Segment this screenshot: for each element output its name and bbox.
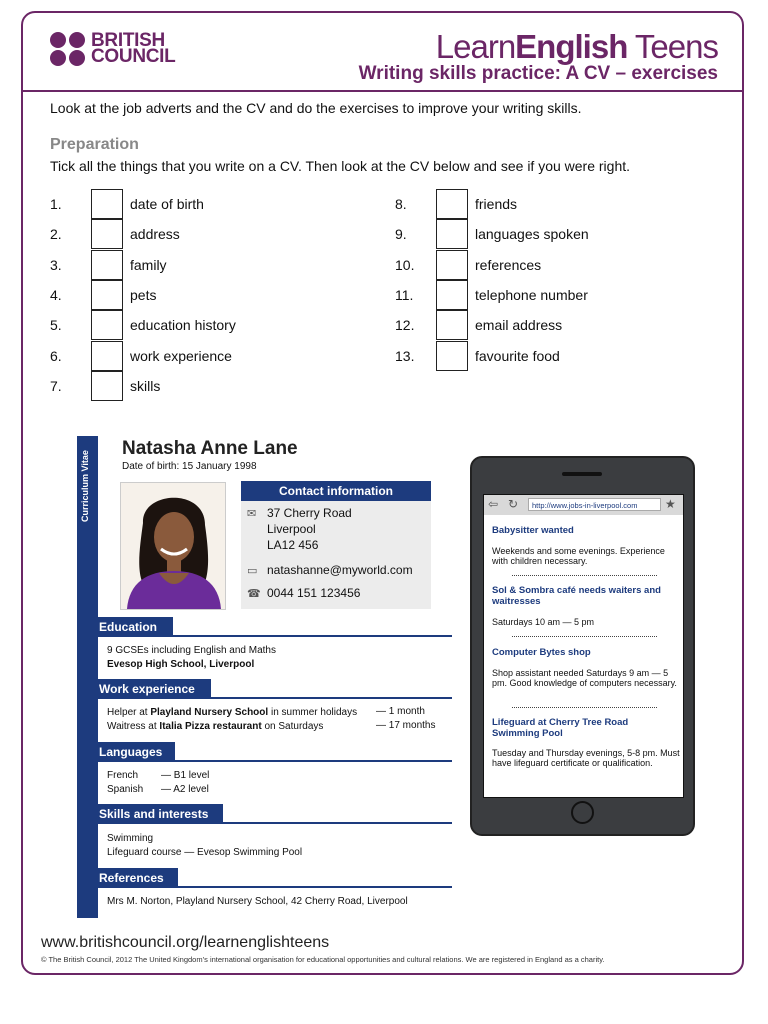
tick-item-number: 6. <box>50 347 62 364</box>
tick-item-number: 9. <box>395 226 407 243</box>
preparation-instruction: Tick all the things that you write on a CV. Then look at the CV below and see if you were right. <box>50 158 631 174</box>
skill-2: Lifeguard course — Evesop Swimming Pool <box>107 847 303 858</box>
header-divider <box>23 90 742 92</box>
tick-checkbox[interactable] <box>91 219 123 249</box>
tick-item-number: 2. <box>50 226 62 243</box>
tick-item-number: 7. <box>50 377 62 394</box>
references-rule <box>98 886 452 888</box>
worksheet-title: Writing skills practice: A CV – exercises <box>358 63 718 84</box>
work2-duration: — 17 months <box>376 720 436 731</box>
job-ad-description: Shop assistant needed Saturdays 9 am — 5 pm. Good knowledge of computers necessary. <box>492 668 677 688</box>
job-ad-description: Tuesday and Thursday evenings, 5-8 pm. Must have lifeguard certificate or qualification. <box>492 748 680 768</box>
contact-heading: Contact information <box>241 481 431 501</box>
tick-item <box>50 280 290 311</box>
tick-item <box>395 250 635 281</box>
preparation-heading: Preparation <box>50 136 139 153</box>
tick-item-label: languages spoken <box>475 226 589 243</box>
address-line-2: Liverpool <box>267 522 316 536</box>
brand-teens: Teens <box>627 28 718 65</box>
references-heading: References <box>98 868 178 888</box>
tick-item-number: 3. <box>50 256 62 273</box>
tick-item-label: references <box>475 256 542 273</box>
tick-checkbox[interactable] <box>91 341 123 371</box>
cv-side-label: Curriculum Vitae <box>80 450 90 522</box>
tick-item-number: 4. <box>50 286 62 303</box>
tick-checkbox[interactable] <box>436 219 468 249</box>
phone-number: 0044 151 123456 <box>267 586 361 600</box>
tick-item-label: address <box>130 226 180 243</box>
tick-item <box>50 219 290 250</box>
tick-item <box>50 310 290 341</box>
browser-url-bar[interactable]: http://www.jobs-in-liverpool.com <box>528 498 661 511</box>
language-2: Spanish <box>107 784 144 795</box>
smartphone <box>470 456 695 836</box>
brand-english: English <box>515 28 628 65</box>
languages-heading: Languages <box>98 742 175 762</box>
address-line-1: 37 Cherry Road <box>267 506 352 520</box>
job-ad-title[interactable]: Computer Bytes shop <box>492 647 591 658</box>
footer-url[interactable]: www.britishcouncil.org/learnenglishteens <box>41 934 330 951</box>
language-2-level: — A2 level <box>161 784 209 795</box>
work1-suffix: in summer holidays <box>268 707 358 718</box>
tick-checkbox[interactable] <box>91 189 123 219</box>
logo-line-1: BRITISH <box>91 30 165 51</box>
cv-document <box>77 436 452 918</box>
work-rule <box>98 697 452 699</box>
ad-separator <box>512 575 657 576</box>
skills-rule <box>98 822 452 824</box>
skills-heading: Skills and interests <box>98 804 223 824</box>
tick-item <box>50 250 290 281</box>
tick-item <box>50 341 290 372</box>
footer-copyright: © The British Council, 2012 The United Kingdom’s international organisation for educational opportunities and cultural relations. We are registered in England as a charity. <box>41 955 605 964</box>
tick-item-number: 10. <box>395 256 415 273</box>
ad-separator <box>512 707 657 708</box>
work2-prefix: Waitress at <box>107 721 160 732</box>
logo-line-2: COUNCIL <box>91 46 176 67</box>
ad-separator <box>512 636 657 637</box>
tick-item-number: 8. <box>395 196 407 212</box>
job-ad-title[interactable]: Lifeguard at Cherry Tree Road Swimming Pool <box>492 717 629 739</box>
language-1: French <box>107 770 139 781</box>
phone-speaker <box>562 472 602 476</box>
tick-item-label: pets <box>130 286 157 303</box>
tick-item-label: work experience <box>130 347 232 364</box>
tick-item-label: skills <box>130 377 161 394</box>
phone-screen <box>483 494 684 798</box>
tick-item-label: telephone number <box>475 286 588 303</box>
phone-icon: ☎ <box>247 588 261 600</box>
tick-item-label: email address <box>475 317 563 334</box>
british-council-logo <box>50 32 175 66</box>
tick-checkbox[interactable] <box>91 371 123 401</box>
job-ad-title[interactable]: Sol & Sombra café needs waiters and waitresses <box>492 585 661 607</box>
profile-photo <box>120 482 226 610</box>
work1-employer: Playland Nursery School <box>150 707 269 718</box>
languages-rule <box>98 760 452 762</box>
intro-text: Look at the job adverts and the CV and do the exercises to improve your writing skills. <box>50 100 582 116</box>
tick-checkbox[interactable] <box>91 250 123 280</box>
brand-learn: Learn <box>435 28 516 65</box>
reference-line: Mrs M. Norton, Playland Nursery School, 42 Cherry Road, Liverpool <box>107 896 408 907</box>
tick-item <box>395 341 635 372</box>
job-ad-description: Saturdays 10 am — 5 pm <box>492 617 595 627</box>
work1-duration: — 1 month <box>376 706 425 717</box>
cv-name: Natasha Anne Lane <box>122 438 298 459</box>
tick-item-number: 5. <box>50 317 62 334</box>
skill-1: Swimming <box>107 833 154 844</box>
education-rule <box>98 635 452 637</box>
cv-side-bar <box>77 436 98 918</box>
work2-employer: Italia Pizza restaurant <box>159 721 262 732</box>
tick-item <box>50 371 290 402</box>
contact-info-box <box>241 481 431 609</box>
work2-suffix: on Saturdays <box>261 721 324 732</box>
tick-item <box>395 310 635 341</box>
work-line-1 <box>107 706 357 719</box>
education-line-2: Evesop High School, Liverpool <box>107 659 255 670</box>
language-1-level: — B1 level <box>161 770 210 781</box>
tick-item-number: 13. <box>395 347 415 364</box>
tick-checkbox[interactable] <box>436 341 468 371</box>
back-arrow-icon[interactable]: ⇦ <box>488 497 499 511</box>
tick-checkbox[interactable] <box>436 310 468 340</box>
work1-prefix: Helper at <box>107 707 151 718</box>
work-heading: Work experience <box>98 679 211 699</box>
tick-item-number: 1. <box>50 196 62 212</box>
logo-dots-icon <box>50 32 86 66</box>
work-line-2 <box>107 720 323 733</box>
refresh-icon[interactable]: ↻ <box>508 497 519 511</box>
tick-item <box>50 189 290 220</box>
learnenglish-teens-brand <box>436 28 718 66</box>
tick-item-label: date of birth <box>130 196 204 212</box>
tick-item-label: education history <box>130 317 236 334</box>
tick-item <box>395 280 635 311</box>
education-line-1: 9 GCSEs including English and Maths <box>107 645 276 656</box>
star-icon[interactable]: ★ <box>665 497 676 511</box>
tick-item-label: favourite food <box>475 347 560 364</box>
education-heading: Education <box>98 617 173 637</box>
tick-checkbox[interactable] <box>436 189 468 219</box>
home-button[interactable] <box>571 801 594 824</box>
email-address: natashanne@myworld.com <box>267 563 413 577</box>
tick-item-label: family <box>130 256 167 273</box>
tick-checkbox[interactable] <box>91 280 123 310</box>
cv-dob: Date of birth: 15 January 1998 <box>122 461 257 472</box>
address-line-3: LA12 456 <box>267 538 319 552</box>
envelope-icon: ✉ <box>247 508 257 520</box>
tick-item <box>395 219 635 250</box>
job-ad-title[interactable]: Babysitter wanted <box>492 525 574 536</box>
browser-toolbar <box>484 495 683 515</box>
laptop-icon: ▭ <box>247 565 258 577</box>
tick-item-number: 11. <box>395 286 414 303</box>
tick-item-number: 12. <box>395 317 415 334</box>
tick-item-label: friends <box>475 196 518 212</box>
tick-item <box>395 189 635 220</box>
tick-checkbox[interactable] <box>91 310 123 340</box>
tick-checkbox[interactable] <box>436 250 468 280</box>
tick-checkbox[interactable] <box>436 280 468 310</box>
job-ad-description: Weekends and some evenings. Experience with children necessary. <box>492 546 665 566</box>
